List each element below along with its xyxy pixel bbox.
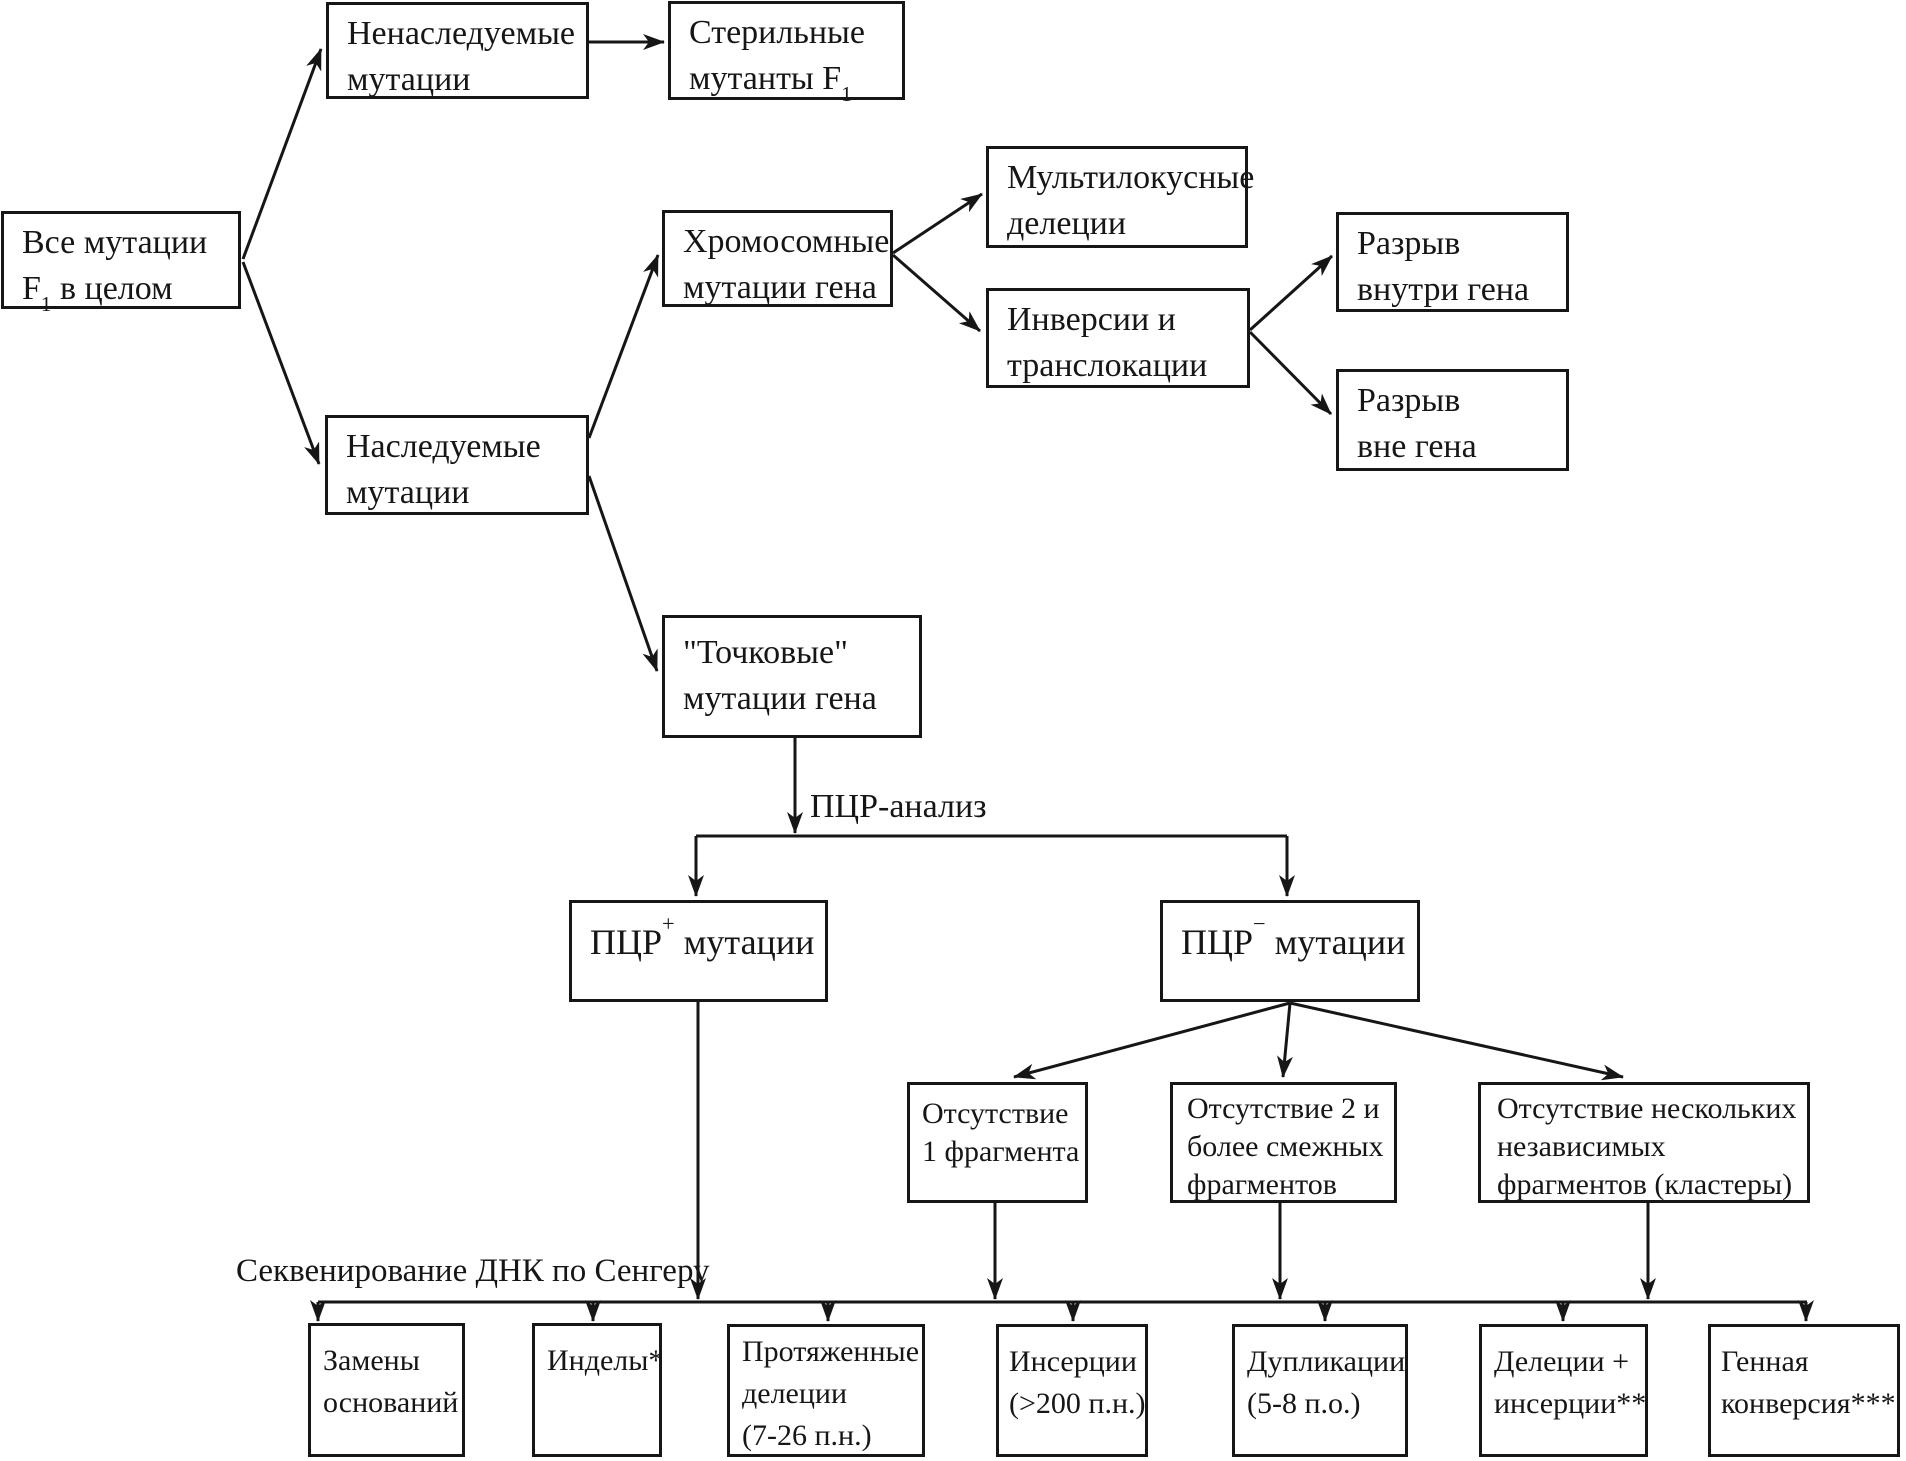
arrow-heritable-to-point: [589, 476, 657, 671]
box-text-line: фрагментов: [1187, 1168, 1337, 1201]
sanger-sequencing-label: Секвенирование ДНК по Сенгеру: [236, 1253, 710, 1289]
box-inversions-translocations: [986, 288, 1250, 388]
box-text-line: Инверсии и: [1007, 301, 1176, 338]
box-base-substitutions: [308, 1323, 465, 1457]
box-text-line: Отсутствие нескольких: [1497, 1092, 1797, 1125]
box-text-line: Делеции +: [1494, 1345, 1630, 1378]
box-pcr-minus-mutations: [1160, 900, 1420, 1002]
box-absence-two-adjacent-fragments: [1170, 1082, 1397, 1203]
box-text-line: Инделы*: [547, 1344, 664, 1377]
box-duplications: [1232, 1324, 1408, 1457]
box-text-line: Ненаследуемые: [347, 15, 576, 52]
box-multilocus-deletions: [986, 146, 1255, 248]
box-absence-one-fragment: [907, 1082, 1088, 1203]
arrow-inversions-to-break-inside: [1250, 256, 1332, 330]
box-text-line: "Точковые": [683, 634, 848, 671]
box-text-line: вне гена: [1357, 428, 1477, 465]
box-text-line: $F_1$ в целом: [22, 270, 173, 317]
box-text-line: транслокации: [1007, 347, 1208, 384]
box-text-line: оснований: [323, 1386, 459, 1419]
box-text-line: внутри гена: [1357, 271, 1530, 308]
arrow-pcr-minus-to-absence-several: [1290, 1003, 1623, 1077]
box-text-line: мутации гена: [683, 680, 877, 717]
box-text-line: мутации гена: [683, 269, 877, 306]
box-text-line: конверсия***: [1721, 1387, 1896, 1420]
box-chromosomal-gene-mutations: [662, 210, 893, 307]
box-text-line: Хромосомные: [683, 223, 890, 260]
box-text-line: Инсерции: [1009, 1345, 1137, 1378]
arrow-all-to-nonheritable: [243, 49, 321, 259]
box-text-line: более смежных: [1187, 1130, 1384, 1163]
arrow-chromosomal-to-multilocus: [893, 194, 982, 253]
box-insertions: [996, 1324, 1148, 1457]
box-text-line: мутации: [347, 61, 471, 98]
box-text-line: Генная: [1721, 1345, 1809, 1378]
arrow-pcr-minus-to-absence-one: [1014, 1003, 1290, 1077]
arrow-chromosomal-to-inversions: [893, 255, 980, 331]
box-long-deletions: [727, 1324, 925, 1457]
box-absence-several-independent-fragments: [1478, 1082, 1810, 1203]
box-text-line: фрагментов (кластеры): [1497, 1168, 1793, 1201]
box-text-line: Разрыв: [1357, 225, 1461, 262]
box-text-line: Стерильные: [689, 14, 865, 51]
box-text-line: инсерции**: [1494, 1387, 1647, 1420]
box-break-outside-gene: [1336, 369, 1569, 471]
box-text-line: делеции: [742, 1377, 848, 1410]
box-text-line: Дупликации: [1247, 1345, 1406, 1378]
box-text-line: ПЦР+ мутации: [590, 910, 815, 962]
box-text-line: (5-8 п.о.): [1247, 1387, 1361, 1420]
arrow-pcr-minus-to-absence-two: [1283, 1003, 1290, 1077]
f1-subscript: 1: [40, 292, 52, 317]
box-indels: [532, 1323, 662, 1457]
box-heritable-mutations: [325, 415, 589, 515]
box-text-line: (7-26 п.н.): [742, 1419, 872, 1452]
pcr-analysis-label: ПЦР-анализ: [810, 788, 987, 825]
minus-superscript: −: [1253, 910, 1266, 936]
box-sterile-mutants-f1: [668, 1, 905, 107]
box-text-line: Отсутствие: [922, 1097, 1069, 1130]
box-text-line: Разрыв: [1357, 382, 1461, 419]
box-text-line: независимых: [1497, 1130, 1666, 1163]
box-text-line: Наследуемые: [346, 428, 541, 465]
box-text-line: (>200 п.н.): [1009, 1387, 1146, 1420]
box-text-line: Протяженные: [742, 1335, 920, 1368]
box-text-line: Отсутствие 2 и: [1187, 1092, 1380, 1125]
arrow-inversions-to-break-outside: [1250, 332, 1331, 414]
box-text-line: мутанты $F_1$: [689, 60, 852, 107]
box-pcr-plus-mutations: [569, 900, 828, 1002]
box-non-heritable-mutations: [326, 2, 589, 99]
box-text-line: ПЦР− мутации: [1181, 910, 1406, 962]
box-text-line: Все мутации: [22, 224, 208, 261]
arrow-all-to-heritable: [243, 262, 319, 464]
box-all-mutations-f1: [1, 211, 241, 317]
box-gene-conversion: [1708, 1324, 1900, 1457]
box-break-inside-gene: [1336, 212, 1569, 312]
box-text-line: Мультилокусные: [1007, 159, 1255, 196]
arrow-heritable-to-chromosomal: [589, 255, 658, 438]
f1-subscript: 1: [841, 82, 852, 107]
plus-superscript: +: [662, 910, 675, 936]
box-point-gene-mutations: [662, 615, 922, 738]
box-text-line: мутации: [346, 474, 470, 511]
box-text-line: делеции: [1007, 205, 1127, 242]
box-text-line: Замены: [323, 1344, 420, 1377]
box-deletions-plus-insertions: [1479, 1324, 1648, 1457]
box-text-line: 1 фрагмента: [922, 1135, 1080, 1168]
